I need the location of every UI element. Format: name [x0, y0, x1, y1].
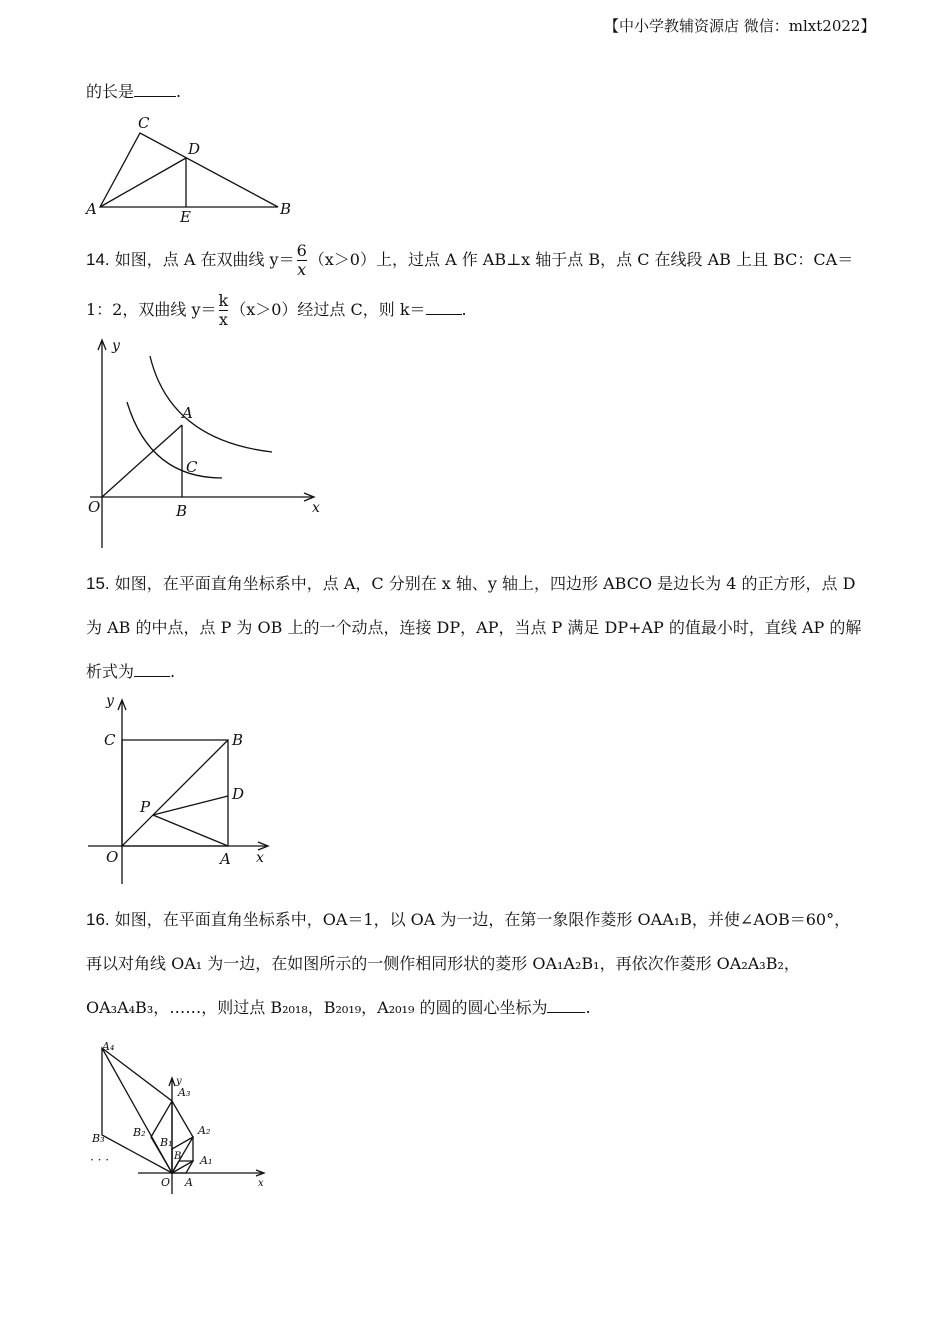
label-o: O — [88, 498, 101, 516]
label-a: A — [86, 200, 97, 218]
label-b: B — [280, 200, 292, 218]
q14-line1-b: （x＞0）上，过点 A 作 AB⊥x 轴于点 B，点 C 在线段 AB 上且 BC：CA＝ — [308, 250, 854, 269]
label-a4: A₄ — [102, 1040, 115, 1053]
frac2-numerator: k — [218, 291, 229, 310]
label-o: O — [161, 1176, 171, 1189]
frac1-denominator: x — [297, 260, 307, 279]
q16-line3-text: OA₃A₄B₃，……，则过点 B₂₀₁₈，B₂₀₁₉，A₂₀₁₉ 的圆的圆心坐标为 — [86, 998, 548, 1017]
label-b: B — [176, 502, 188, 520]
q15-line3-text: 析式为 — [86, 662, 135, 681]
label-x: x — [256, 850, 264, 866]
label-x: x — [258, 1178, 264, 1189]
q15-line1-text: 如图，在平面直角坐标系中，点 A，C 分别在 x 轴、y 轴上，四边形 ABCO 是边长为 4 的正方形，点 D — [114, 574, 856, 593]
q15-end: . — [170, 662, 176, 681]
label-e: E — [180, 208, 191, 226]
frac2-denominator: x — [218, 310, 228, 329]
label-y: y — [176, 1076, 182, 1087]
label-x: x — [312, 500, 320, 516]
q13-end: . — [176, 82, 182, 101]
q15-line2: 为 AB 的中点，点 P 为 OB 上的一个动点，连接 DP，AP，当点 P 满足 DP+AP 的值最小时，直线 AP 的解 — [86, 618, 862, 637]
label-o: O — [106, 848, 119, 866]
label-d: D — [188, 140, 201, 158]
label-a: A — [185, 1176, 193, 1189]
label-c: C — [104, 731, 116, 749]
label-c: C — [138, 114, 150, 132]
q14-line2-b: （x＞0）经过点 C，则 k＝ — [230, 300, 426, 319]
q14-line1-a: 如图，点 A 在双曲线 y＝ — [114, 250, 295, 269]
header-watermark: 【中小学教辅资源店 微信：mlxt2022】 — [604, 17, 876, 35]
label-b3: B₃ — [92, 1132, 105, 1145]
label-a: A — [220, 850, 231, 868]
label-b2: B₂ — [133, 1126, 146, 1139]
label-c: C — [186, 458, 198, 476]
label-a2: A₂ — [198, 1124, 211, 1137]
label-b: B — [174, 1151, 182, 1162]
label-ellipsis: · · · — [90, 1153, 110, 1167]
q16-line2: 再以对角线 OA₁ 为一边，在如图所示的一侧作相同形状的菱形 OA₁A₂B₁，再依次作菱形 OA₂A₃B₂， — [86, 954, 800, 973]
q13-tail-text: 的长是 — [86, 82, 135, 101]
q14-number: 14. — [86, 250, 110, 269]
label-a: A — [182, 404, 193, 422]
label-a1: A₁ — [200, 1154, 213, 1167]
label-a3: A₃ — [178, 1086, 191, 1099]
label-b1: B₁ — [160, 1136, 173, 1149]
label-p: P — [140, 798, 151, 816]
frac1-numerator: 6 — [296, 241, 307, 260]
q14-line2-a: 1：2，双曲线 y＝ — [86, 300, 217, 319]
label-b: B — [232, 731, 244, 749]
label-y: y — [112, 338, 120, 354]
label-y: y — [106, 693, 114, 709]
q16-number: 16. — [86, 910, 110, 929]
q15-number: 15. — [86, 574, 110, 593]
q14-end: . — [461, 300, 467, 319]
label-d: D — [232, 785, 245, 803]
q16-line1-text: 如图，在平面直角坐标系中，OA＝1，以 OA 为一边，在第一象限作菱形 OAA₁B，并使∠AOB＝60°， — [114, 910, 851, 929]
q16-end: . — [585, 998, 591, 1017]
